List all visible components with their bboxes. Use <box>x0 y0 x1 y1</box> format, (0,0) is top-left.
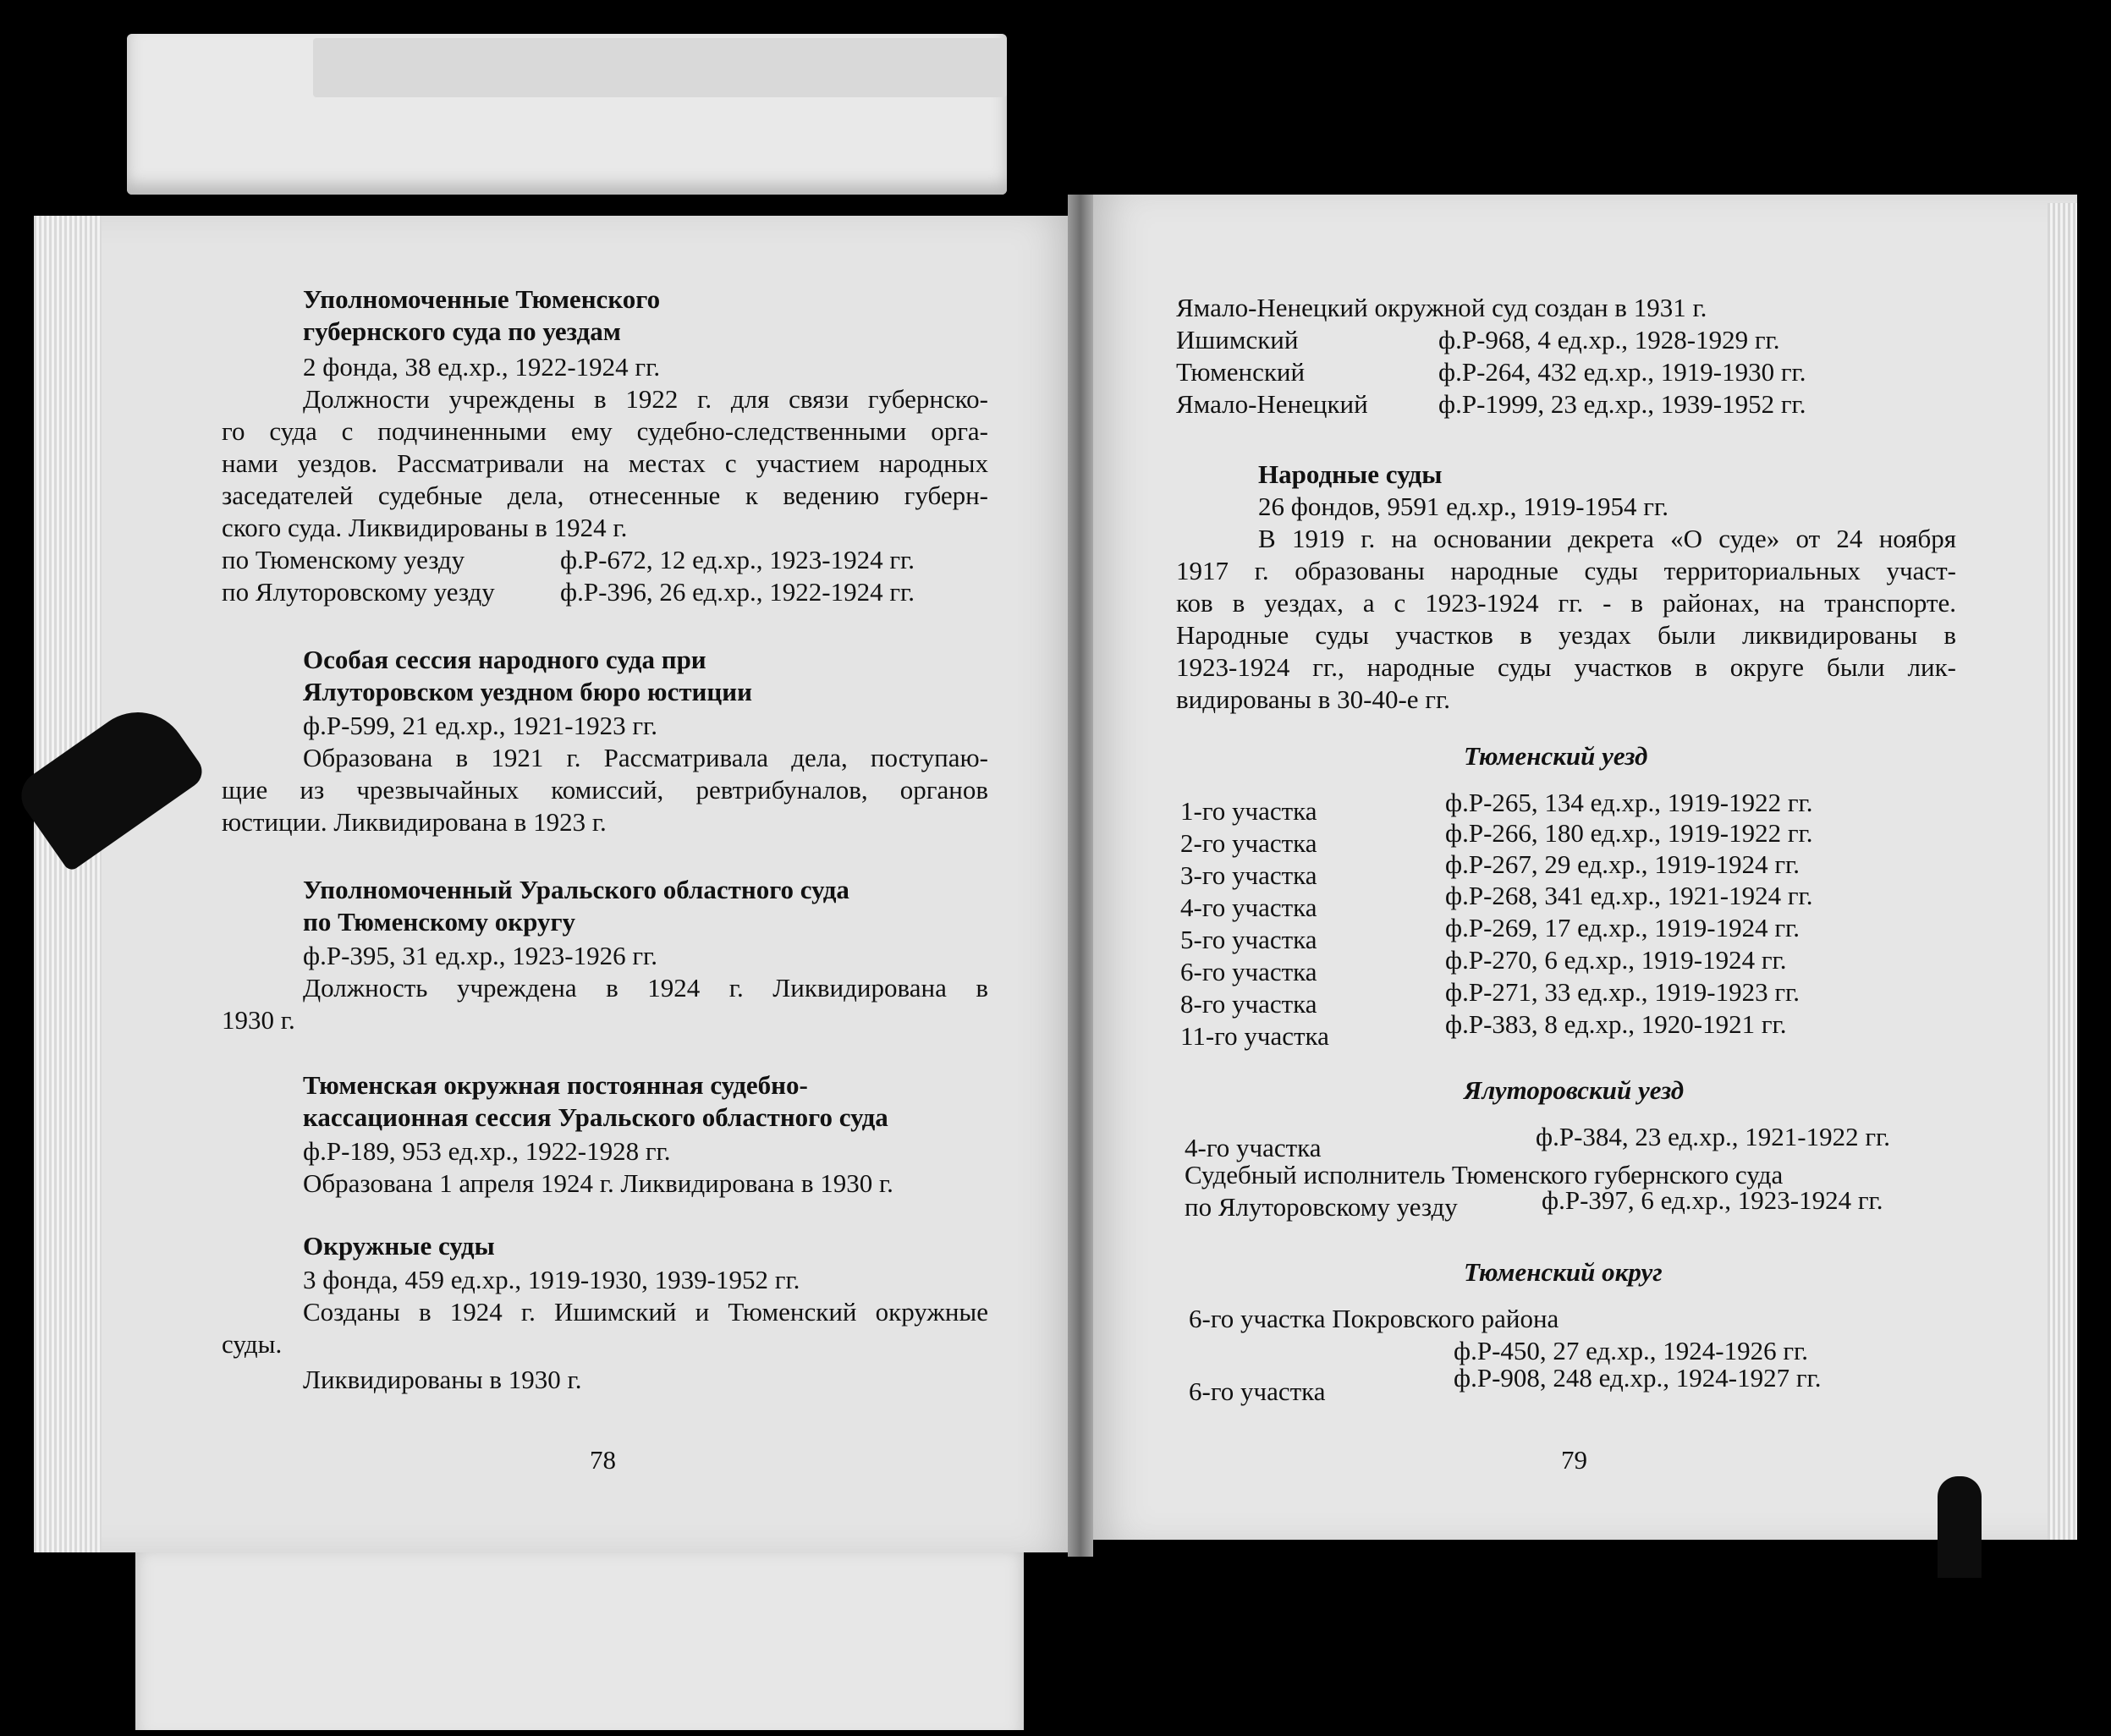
row-name: по Тюменскому уезду <box>222 545 465 574</box>
row-name: 11-го участка <box>1180 1021 1329 1051</box>
book-gutter <box>1068 195 1093 1557</box>
right-page-edges <box>2048 203 2077 1540</box>
left-page-edges <box>34 216 102 1552</box>
page-number: 78 <box>590 1445 616 1475</box>
subsection-heading: Ялуторовский уезд <box>1464 1075 1685 1105</box>
row-name: Ямало-Ненецкий <box>1176 389 1368 419</box>
section-title: Уполномоченные Тюменского <box>303 284 661 314</box>
row-ref: ф.Р-968, 4 ед.хр., 1928-1929 гг. <box>1438 325 1780 354</box>
section-title: Уполномоченный Уральского областного суда <box>303 875 849 904</box>
row-name: 3-го участка <box>1180 860 1317 890</box>
row-ref: ф.Р-267, 29 ед.хр., 1919-1924 гг. <box>1445 849 1800 879</box>
row-name: Ишимский <box>1176 325 1299 354</box>
row-name: по Ялуторовскому уезду <box>1185 1192 1458 1222</box>
row-ref: ф.Р-397, 6 ед.хр., 1923-1924 гг. <box>1542 1185 1883 1215</box>
paragraph-line: го суда с подчиненными ему судебно-следственными орга- <box>222 416 988 446</box>
row-name: Тюменский <box>1176 357 1306 387</box>
row-ref: ф.Р-672, 12 ед.хр., 1923-1924 гг. <box>560 545 915 574</box>
row-ref: ф.Р-908, 248 ед.хр., 1924-1927 гг. <box>1454 1363 1822 1393</box>
book-edge-top-inner <box>313 38 1007 97</box>
section-meta: 2 фонда, 38 ед.хр., 1922-1924 гг. <box>303 352 661 382</box>
row-ref: ф.Р-450, 27 ед.хр., 1924-1926 гг. <box>1454 1336 1809 1365</box>
row-ref: ф.Р-266, 180 ед.хр., 1919-1922 гг. <box>1445 818 1813 848</box>
row-ref: ф.Р-271, 33 ед.хр., 1919-1923 гг. <box>1445 977 1800 1007</box>
row-ref: ф.Р-396, 26 ед.хр., 1922-1924 гг. <box>560 577 915 607</box>
section-meta: 26 фондов, 9591 ед.хр., 1919-1954 гг. <box>1258 492 1668 521</box>
section-title: Окружные суды <box>303 1231 495 1261</box>
section-title: Народные суды <box>1258 459 1443 489</box>
paragraph-line: Народные суды участков в уездах были ликвидированы в <box>1176 620 1956 650</box>
section-title: Особая сессия народного суда при <box>303 645 706 674</box>
row-name: 4-го участка <box>1180 893 1317 922</box>
row-name: 6-го участка <box>1189 1376 1326 1406</box>
paragraph-line: Ямало-Ненецкий окружной суд создан в 1931 г. <box>1176 293 1707 322</box>
section-title: по Тюменскому округу <box>303 907 576 937</box>
subsection-heading: Тюменский уезд <box>1464 741 1648 771</box>
section-title: Тюменская окружная постоянная судебно- <box>303 1070 808 1100</box>
section-meta: ф.Р-599, 21 ед.хр., 1921-1923 гг. <box>303 711 658 740</box>
paragraph-line: суды. <box>222 1329 283 1359</box>
paragraph-line: ского суда. Ликвидированы в 1924 г. <box>222 513 628 542</box>
section-title: Ялуторовском уездном бюро юстиции <box>303 677 752 706</box>
paragraph-line: 6-го участка Покровского района <box>1189 1304 1559 1333</box>
paragraph-line: Должности учреждены в 1922 г. для связи губернско- <box>303 384 988 414</box>
paragraph-line: ков в уездах, а с 1923-1924 гг. - в районах, на транспорте. <box>1176 588 1956 618</box>
row-ref: ф.Р-383, 8 ед.хр., 1920-1921 гг. <box>1445 1009 1787 1039</box>
section-title: кассационная сессия Уральского областного суда <box>303 1102 888 1132</box>
row-name: 4-го участка <box>1185 1133 1322 1162</box>
row-ref: ф.Р-264, 432 ед.хр., 1919-1930 гг. <box>1438 357 1806 387</box>
paragraph-line: 1923-1924 гг., народные суды участков в округе были лик- <box>1176 652 1956 682</box>
paragraph-line: Судебный исполнитель Тюменского губернского суда <box>1185 1160 1784 1189</box>
paragraph-line: В 1919 г. на основании декрета «О суде» от 24 ноября <box>1258 524 1956 553</box>
book-edge-bottom <box>135 1535 1024 1730</box>
paragraph-line: 1930 г. <box>222 1005 295 1035</box>
subsection-heading: Тюменский округ <box>1464 1257 1663 1287</box>
row-name: 8-го участка <box>1180 989 1317 1019</box>
row-ref: ф.Р-269, 17 ед.хр., 1919-1924 гг. <box>1445 913 1800 942</box>
paragraph-line: заседателей судебные дела, отнесенные к ведению губерн- <box>222 481 988 510</box>
paragraph-line: нами уездов. Рассматривали на местах с участием народных <box>222 448 988 478</box>
row-name: 5-го участка <box>1180 925 1317 954</box>
bookmark-tab-right <box>1938 1476 1982 1578</box>
row-ref: ф.Р-268, 341 ед.хр., 1921-1924 гг. <box>1445 881 1813 910</box>
paragraph-line: Ликвидированы в 1930 г. <box>303 1365 582 1394</box>
paragraph-line: 1917 г. образованы народные суды территориальных участ- <box>1176 556 1956 585</box>
paragraph-line: Должность учреждена в 1924 г. Ликвидирована в <box>303 973 988 1003</box>
section-meta: 3 фонда, 459 ед.хр., 1919-1930, 1939-1952 гг. <box>303 1265 800 1294</box>
paragraph-line: юстиции. Ликвидирована в 1923 г. <box>222 807 607 837</box>
row-name: 2-го участка <box>1180 828 1317 858</box>
paragraph-line: Образована в 1921 г. Рассматривала дела, поступаю- <box>303 743 988 772</box>
row-ref: ф.Р-265, 134 ед.хр., 1919-1922 гг. <box>1445 788 1813 817</box>
paragraph-line: щие из чрезвычайных комиссий, ревтрибуналов, органов <box>222 775 988 805</box>
section-title: губернского суда по уездам <box>303 316 621 346</box>
section-meta: ф.Р-395, 31 ед.хр., 1923-1926 гг. <box>303 941 658 970</box>
row-name: 1-го участка <box>1180 796 1317 826</box>
section-meta: ф.Р-189, 953 ед.хр., 1922-1928 гг. <box>303 1136 671 1166</box>
row-ref: ф.Р-384, 23 ед.хр., 1921-1922 гг. <box>1536 1122 1891 1151</box>
row-ref: ф.Р-270, 6 ед.хр., 1919-1924 гг. <box>1445 945 1787 975</box>
paragraph-line: видированы в 30-40-е гг. <box>1176 684 1450 714</box>
page-number: 79 <box>1561 1445 1587 1475</box>
paragraph-line: Образована 1 апреля 1924 г. Ликвидирована в 1930 г. <box>303 1168 893 1198</box>
row-name: 6-го участка <box>1180 957 1317 986</box>
row-ref: ф.Р-1999, 23 ед.хр., 1939-1952 гг. <box>1438 389 1806 419</box>
paragraph-line: Созданы в 1924 г. Ишимский и Тюменский окружные <box>303 1297 988 1327</box>
row-name: по Ялуторовскому уезду <box>222 577 495 607</box>
